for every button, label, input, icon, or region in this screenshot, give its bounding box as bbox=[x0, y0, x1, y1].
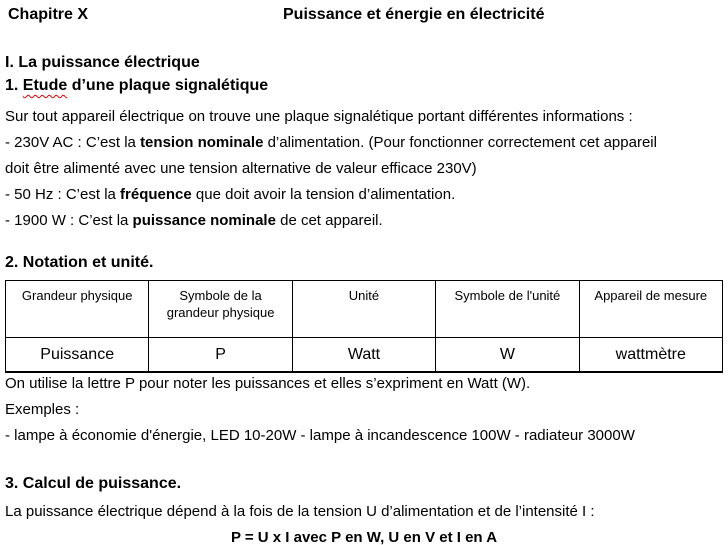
bullet-text: de cet appareil. bbox=[275, 212, 383, 229]
heading-plaque-signaletique bbox=[5, 76, 268, 96]
table-header-appareil: Appareil de mesure bbox=[579, 281, 722, 338]
bullet-text: que doit avoir la tension d’alimentation. bbox=[191, 186, 456, 203]
bullet-text: - 1900 W : C’est la bbox=[5, 212, 133, 229]
bullet-text: - 50 Hz : C’est la bbox=[5, 186, 121, 203]
bullet-text: d’alimentation. (Pour fonctionner correctement cet appareil doit être alimenté avec une tension alternative de valeur efficace 230V) bbox=[5, 134, 657, 177]
bullet-puissance-nominale bbox=[5, 208, 383, 234]
table-header-unite: Unité bbox=[292, 281, 435, 338]
misspelled-word: Etude bbox=[22, 77, 68, 94]
table-cell-symbole-unite: W bbox=[436, 338, 579, 373]
document-title: Puissance et énergie en électricité bbox=[283, 6, 545, 23]
table-row bbox=[6, 338, 723, 373]
table-header-row bbox=[6, 281, 723, 338]
table-cell-appareil: wattmètre bbox=[579, 338, 722, 373]
power-formula: P = U x I avec P en W, U en V et I en A bbox=[230, 529, 498, 545]
heading-notation-unite: 2. Notation et unité. bbox=[5, 254, 154, 271]
heading-rest: d’une plaque signalétique bbox=[67, 77, 269, 94]
chapter-label: Chapitre X bbox=[8, 6, 89, 23]
heading-number: 1. bbox=[5, 77, 23, 94]
units-table bbox=[5, 280, 723, 373]
note-paragraph: On utilise la lettre P pour noter les puissances et elles s’expriment en Watt (W). bbox=[5, 375, 531, 392]
table-cell-unite: Watt bbox=[292, 338, 435, 373]
table-cell-grandeur: Puissance bbox=[6, 338, 149, 373]
bullet-bold-term: puissance nominale bbox=[132, 212, 276, 229]
table-header-symbole-grandeur: Symbole de la grandeur physique bbox=[149, 281, 292, 338]
examples-label: Exemples : bbox=[5, 401, 80, 418]
table-header-symbole-unite: Symbole de l'unité bbox=[436, 281, 579, 338]
intro-paragraph: Sur tout appareil électrique on trouve une plaque signalétique portant différentes informations : bbox=[5, 108, 633, 125]
table-cell-symbole-grandeur: P bbox=[149, 338, 292, 373]
bullet-bold-term: fréquence bbox=[120, 186, 192, 203]
heading-puissance-electrique: I. La puissance électrique bbox=[5, 54, 200, 71]
bullet-tension-nominale bbox=[5, 130, 657, 182]
calcul-paragraph: La puissance électrique dépend à la fois de la tension U d’alimentation et de l’intensité I : bbox=[5, 503, 595, 520]
bullet-text: - 230V AC : C’est la bbox=[5, 134, 141, 151]
bullet-bold-term: tension nominale bbox=[140, 134, 264, 151]
heading-calcul-puissance: 3. Calcul de puissance. bbox=[5, 475, 182, 492]
bullet-frequence bbox=[5, 182, 455, 208]
examples-line: - lampe à économie d'énergie, LED 10-20W - lampe à incandescence 100W - radiateur 3000W bbox=[5, 427, 635, 444]
table-header-grandeur: Grandeur physique bbox=[6, 281, 149, 338]
